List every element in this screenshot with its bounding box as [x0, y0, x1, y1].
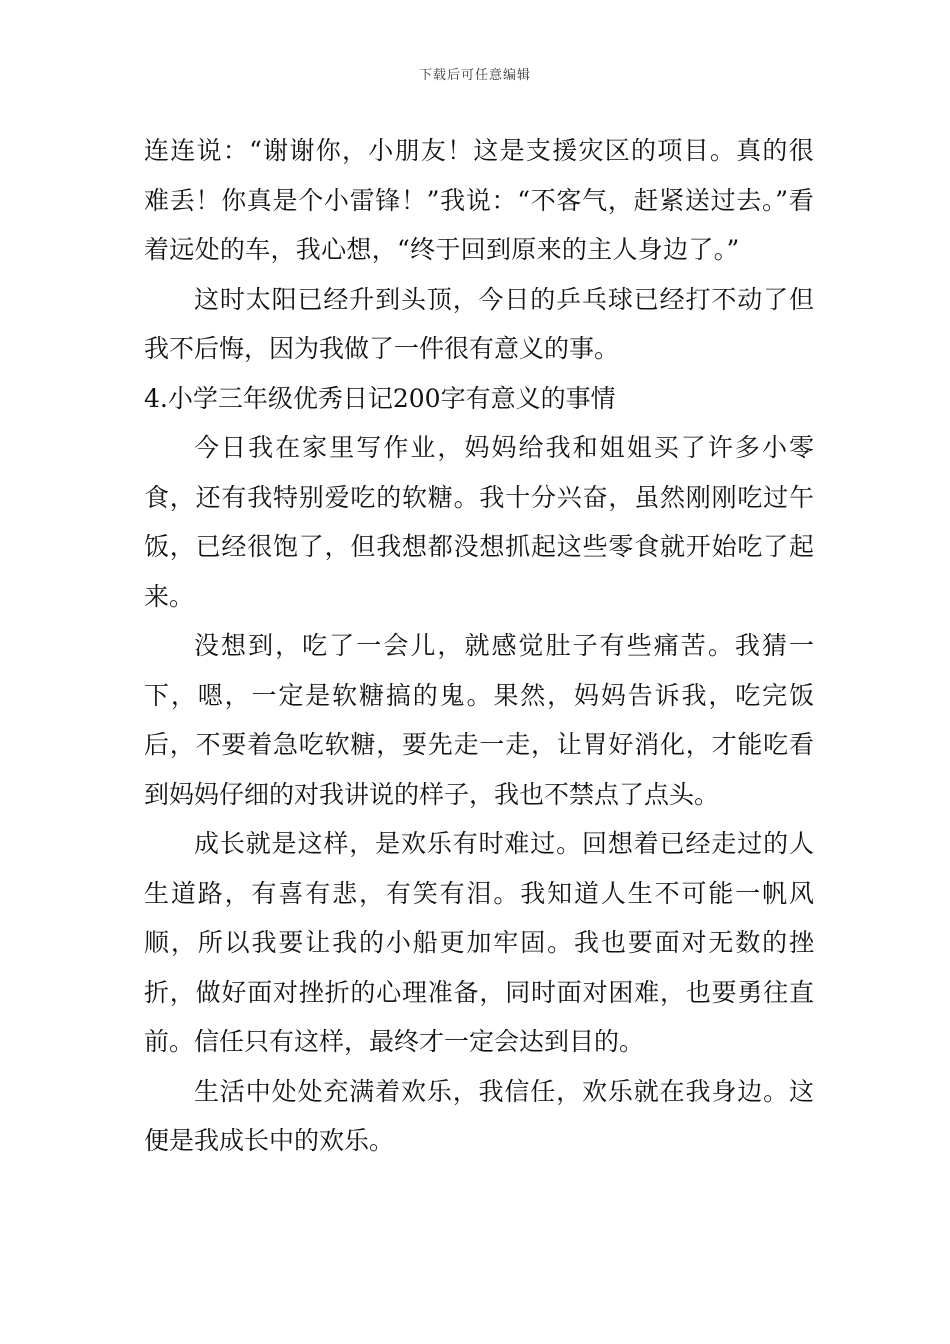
document-body — [144, 126, 814, 1166]
paragraph: 今日我在家里写作业，妈妈给我和姐姐买了许多小零食，还有我特别爱吃的软糖。我十分兴奋，虽然刚刚吃过午饭，已经很饱了，但我想都没想抓起这些零食就开始吃了起来。 — [144, 433, 814, 611]
paragraph: 连连说：“谢谢你，小朋友！这是支援灾区的项目。真的很难丢！你真是个小雷锋！”我说：“不客气，赶紧送过去。”看着远处的车，我心想，“终于回到原来的主人身边了。” — [144, 136, 814, 264]
page-header: 下载后可任意编辑 — [418, 68, 531, 83]
paragraph: 这时太阳已经升到头顶，今日的乒乓球已经打不动了但我不后悔，因为我做了一件很有意义的事。 — [144, 284, 814, 363]
paragraph: 生活中处处充满着欢乐，我信任，欢乐就在我身边。这便是我成长中的欢乐。 — [144, 1076, 814, 1155]
paragraph: 没想到，吃了一会儿，就感觉肚子有些痛苦。我猜一下，嗯，一定是软糖搞的鬼。果然，妈妈告诉我，吃完饭后，不要着急吃软糖，要先走一走，让胃好消化，才能吃看到妈妈仔细的对我讲说的样子，我也不禁点了点头。 — [144, 631, 814, 809]
paragraph: 成长就是这样，是欢乐有时难过。回想着已经走过的人生道路，有喜有悲，有笑有泪。我知道人生不可能一帆风顺，所以我要让我的小船更加牢固。我也要面对无数的挫折，做好面对挫折的心理准备，同时面对困难，也要勇往直前。信任只有这样，最终才一定会达到目的。 — [144, 829, 814, 1056]
section-heading: 4.小学三年级优秀日记200字有意义的事情 — [144, 383, 616, 413]
